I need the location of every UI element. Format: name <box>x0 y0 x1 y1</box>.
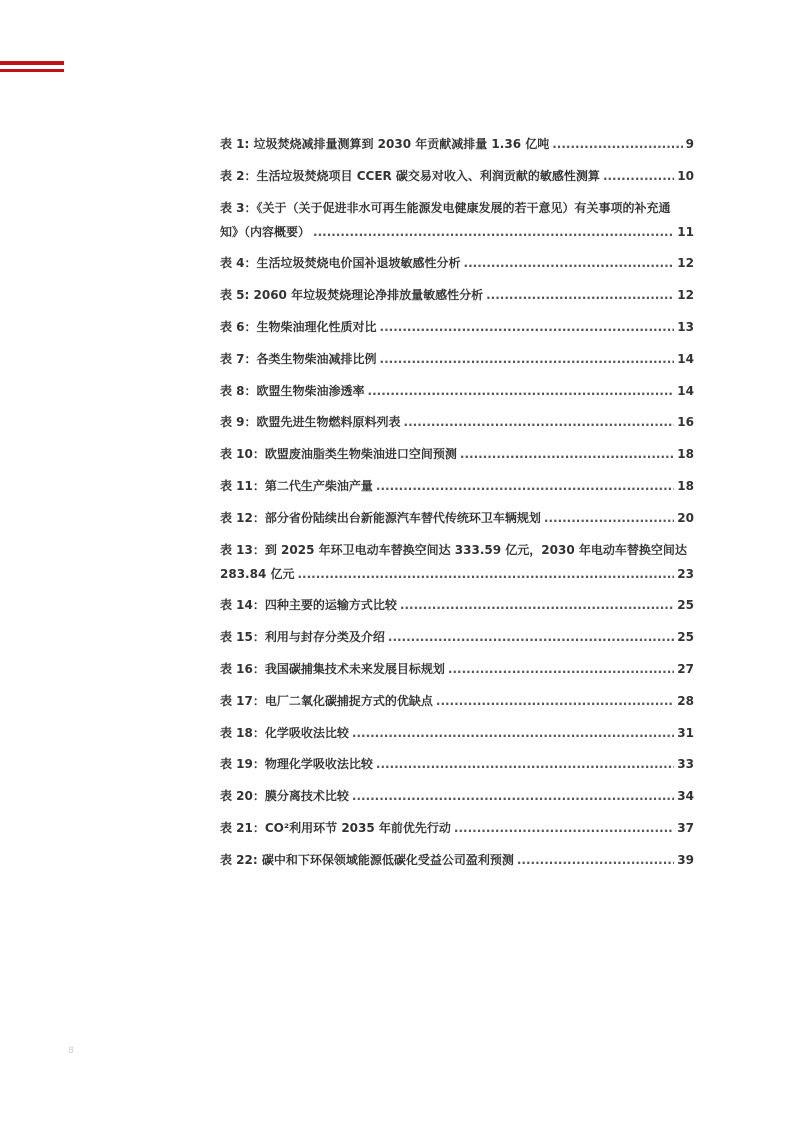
toc-page: 34 <box>677 789 694 804</box>
toc-entry-16[interactable] <box>220 657 694 681</box>
toc-entry-1[interactable] <box>220 132 694 156</box>
header-accent-bar-top <box>0 61 64 65</box>
toc-entry-11[interactable] <box>220 474 694 498</box>
toc-page: 25 <box>677 630 694 645</box>
toc-page: 37 <box>677 820 694 835</box>
toc-entry-12[interactable] <box>220 506 694 530</box>
toc-page: 20 <box>677 510 694 525</box>
toc-title: 表 9：欧盟先进生物燃料原料列表 <box>220 415 401 430</box>
toc-page: 18 <box>677 478 694 493</box>
toc-page: 27 <box>677 661 694 676</box>
toc-entry-5[interactable] <box>220 283 694 307</box>
toc-title: 表 17：电厂二氧化碳捕捉方式的优缺点 <box>220 693 433 708</box>
toc-title: 表 15：利用与封存分类及介绍 <box>220 630 385 645</box>
toc-entry-3[interactable] <box>220 196 694 244</box>
toc-title-line2: 知》（内容概要） <box>220 224 311 239</box>
toc-page: 39 <box>677 852 694 867</box>
toc-leader <box>400 593 674 617</box>
toc-entry-20[interactable] <box>220 784 694 808</box>
toc-leader <box>380 347 675 371</box>
toc-page: 10 <box>677 168 694 183</box>
toc-leader <box>544 506 674 530</box>
table-of-contents <box>220 132 694 880</box>
toc-title-line1: 表 3：《关于（关于促进非水可再生能源发电健康发展的若干意见）有关事项的补充通 <box>220 200 671 215</box>
toc-page: 14 <box>677 351 694 366</box>
toc-title: 表 19：物理化学吸收法比较 <box>220 757 373 772</box>
toc-leader <box>298 562 675 586</box>
toc-title: 表 20：膜分离技术比较 <box>220 789 349 804</box>
toc-leader <box>448 657 674 681</box>
toc-title: 表 16：我国碳捕集技术未来发展目标规划 <box>220 661 445 676</box>
toc-entry-17[interactable] <box>220 689 694 713</box>
toc-entry-6[interactable] <box>220 315 694 339</box>
toc-leader <box>464 251 675 275</box>
toc-entry-21[interactable] <box>220 816 694 840</box>
toc-page: 12 <box>677 256 694 271</box>
toc-page: 12 <box>677 288 694 303</box>
toc-title: 表 12：部分省份陆续出台新能源汽车替代传统环卫车辆规划 <box>220 510 541 525</box>
toc-title: 表 2：生活垃圾焚烧项目 CCER 碳交易对收入、利润贡献的敏感性测算 <box>220 168 600 183</box>
toc-leader <box>368 379 675 403</box>
toc-leader <box>352 784 674 808</box>
toc-title: 表 8：欧盟生物柴油渗透率 <box>220 383 365 398</box>
header-accent-bar-bottom <box>0 69 64 72</box>
toc-entry-14[interactable] <box>220 593 694 617</box>
toc-entry-2[interactable] <box>220 164 694 188</box>
toc-title: 表 4：生活垃圾焚烧电价国补退坡敏感性分析 <box>220 256 461 271</box>
toc-leader <box>486 283 674 307</box>
toc-page: 11 <box>677 224 694 239</box>
toc-leader <box>517 848 674 872</box>
toc-leader <box>388 625 674 649</box>
toc-title: 表 6：生物柴油理化性质对比 <box>220 319 377 334</box>
toc-leader <box>380 315 675 339</box>
toc-entry-22[interactable] <box>220 848 694 872</box>
toc-title: 表 22: 碳中和下环保领域能源低碳化受益公司盈利预测 <box>220 852 514 867</box>
toc-page: 16 <box>677 415 694 430</box>
toc-entry-7[interactable] <box>220 347 694 371</box>
toc-leader <box>454 816 674 840</box>
toc-page: 28 <box>677 693 694 708</box>
toc-title: 表 18：化学吸收法比较 <box>220 725 349 740</box>
toc-page: 31 <box>677 725 694 740</box>
toc-page: 9 <box>685 137 694 151</box>
toc-leader <box>404 410 675 434</box>
toc-leader <box>313 220 674 244</box>
toc-leader <box>460 442 674 466</box>
toc-leader <box>603 164 674 188</box>
toc-leader <box>552 132 682 156</box>
toc-entry-8[interactable] <box>220 379 694 403</box>
toc-page: 14 <box>677 383 694 398</box>
toc-title-line2: 283.84 亿元 <box>220 566 295 581</box>
toc-title: 表 14：四种主要的运输方式比较 <box>220 598 397 613</box>
toc-leader <box>376 752 674 776</box>
toc-entry-9[interactable] <box>220 410 694 434</box>
toc-title: 表 5: 2060 年垃圾焚烧理论净排放量敏感性分析 <box>220 288 484 303</box>
toc-leader <box>436 689 674 713</box>
toc-entry-18[interactable] <box>220 721 694 745</box>
toc-page: 23 <box>677 566 694 581</box>
toc-entry-19[interactable] <box>220 752 694 776</box>
toc-title: 表 11：第二代生产柴油产量 <box>220 478 373 493</box>
toc-entry-13[interactable] <box>220 538 694 586</box>
toc-page: 18 <box>677 447 694 462</box>
toc-leader <box>376 474 674 498</box>
toc-page: 13 <box>677 319 694 334</box>
toc-title: 表 7：各类生物柴油减排比例 <box>220 351 377 366</box>
page-number: 8 <box>68 1046 74 1056</box>
toc-title: 表 10：欧盟废油脂类生物柴油进口空间预测 <box>220 447 457 462</box>
toc-page: 33 <box>677 757 694 772</box>
toc-page: 25 <box>677 598 694 613</box>
toc-title: 表 21：CO²利用环节 2035 年前优先行动 <box>220 820 451 835</box>
toc-entry-4[interactable] <box>220 251 694 275</box>
toc-entry-15[interactable] <box>220 625 694 649</box>
toc-title-line1: 表 13：到 2025 年环卫电动车替换空间达 333.59 亿元，2030 年电动车替换空间达 <box>220 542 687 557</box>
toc-leader <box>352 721 674 745</box>
toc-entry-10[interactable] <box>220 442 694 466</box>
toc-title: 表 1: 垃圾焚烧减排量测算到 2030 年贡献减排量 1.36 亿吨 <box>220 137 550 151</box>
